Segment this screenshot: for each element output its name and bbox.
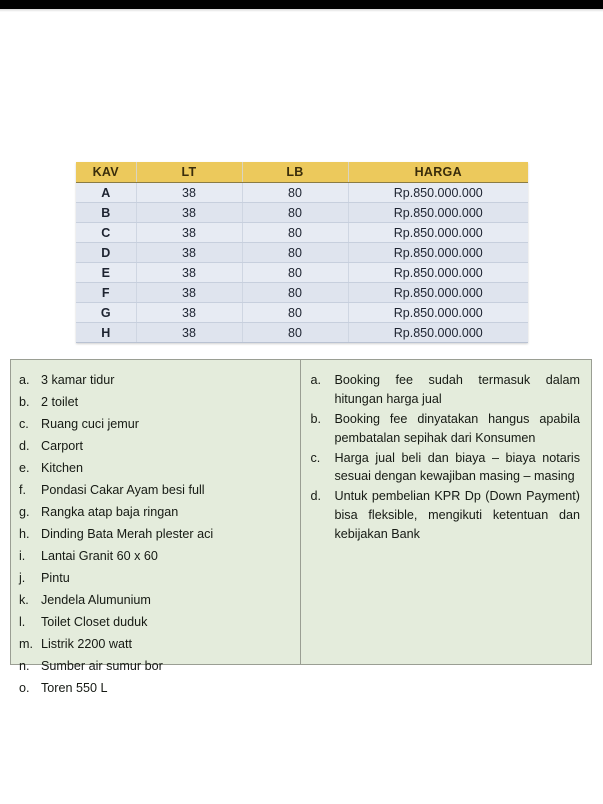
table-cell-lt: 38 — [136, 243, 242, 263]
table-cell-harga: Rp.850.000.000 — [348, 223, 528, 243]
table-cell-lt: 38 — [136, 283, 242, 303]
table-cell-lb: 80 — [242, 283, 348, 303]
table-cell-lb: 80 — [242, 223, 348, 243]
table-row — [76, 283, 528, 303]
spec-list-item — [311, 487, 581, 544]
spec-item-text: Harga jual beli dan biaya – biaya notaris sesuai dengan kewajiban masing – masing — [334, 450, 580, 484]
spec-item-marker: e. — [19, 461, 30, 476]
spec-item-text: Dinding Bata Merah plester aci — [41, 527, 214, 542]
spec-item-marker: b. — [19, 395, 30, 410]
spec-item-marker: k. — [19, 593, 29, 608]
table-cell-harga: Rp.850.000.000 — [348, 263, 528, 283]
spec-item-text: 2 toilet — [41, 395, 79, 410]
spec-item-marker: h. — [19, 527, 30, 542]
column-header-kav: KAV — [76, 162, 136, 183]
spec-item-text: Listrik 2200 watt — [41, 637, 132, 652]
spec-item-text: Kitchen — [41, 461, 84, 476]
spec-list-right — [301, 360, 592, 664]
spec-list-item — [19, 503, 292, 523]
spec-list-item — [19, 679, 292, 699]
top-bar-shadow — [0, 9, 603, 12]
spec-item-text: Jendela Alumunium — [41, 593, 151, 608]
spec-list-item — [19, 481, 292, 501]
price-table — [76, 162, 528, 343]
table-cell-lb: 80 — [242, 243, 348, 263]
column-header-harga: HARGA — [348, 162, 528, 183]
spec-item-text: Toren 550 L — [41, 681, 108, 696]
spec-list-item — [19, 459, 292, 479]
table-cell-lt: 38 — [136, 323, 242, 343]
spec-list-item — [19, 393, 292, 413]
spec-list-item — [19, 371, 292, 391]
spec-item-marker: a. — [19, 373, 30, 387]
spec-list-item — [19, 525, 292, 545]
spec-item-marker: c. — [310, 450, 321, 465]
table-cell-kav: A — [76, 183, 136, 203]
column-header-lb: LB — [242, 162, 348, 183]
table-row — [76, 223, 528, 243]
table-cell-harga: Rp.850.000.000 — [348, 183, 528, 203]
spec-item-text: Rangka atap baja ringan — [41, 505, 179, 520]
spec-item-marker: n. — [19, 659, 30, 674]
spec-item-text: Pintu — [41, 571, 70, 586]
table-cell-kav: E — [76, 263, 136, 283]
table-row — [76, 263, 528, 283]
spec-item-text: Untuk pembelian KPR Dp (Down Payment) bisa fleksible, mengikuti ketentuan dan kebijakan Bank — [334, 489, 580, 542]
table-cell-lt: 38 — [136, 263, 242, 283]
top-black-bar — [0, 0, 603, 9]
spec-item-text: Booking fee sudah termasuk dalam hitungan harga jual — [334, 373, 580, 406]
table-cell-kav: C — [76, 223, 136, 243]
table-cell-harga: Rp.850.000.000 — [348, 323, 528, 343]
spec-item-text: Booking fee dinyatakan hangus apabila pembatalan sepihak dari Konsumen — [334, 411, 580, 445]
table-cell-harga: Rp.850.000.000 — [348, 283, 528, 303]
spec-list-item — [19, 657, 292, 677]
spec-list-item — [311, 371, 581, 409]
spec-list-left — [11, 360, 301, 696]
spec-item-marker: b. — [310, 411, 322, 426]
spec-list-item — [19, 569, 292, 589]
spec-list-item — [19, 547, 292, 567]
specification-panel — [10, 359, 592, 696]
spec-item-marker: j. — [19, 571, 26, 586]
table-cell-harga: Rp.850.000.000 — [348, 243, 528, 263]
table-cell-kav: G — [76, 303, 136, 323]
spec-item-marker: m. — [19, 637, 33, 652]
spec-item-marker: o. — [19, 681, 30, 696]
table-cell-lb: 80 — [242, 263, 348, 283]
spec-item-marker: d. — [310, 489, 322, 504]
table-row — [76, 183, 528, 203]
spec-item-marker: c. — [19, 417, 29, 432]
column-header-lt: LT — [136, 162, 242, 183]
table-header-row — [76, 162, 528, 183]
spec-item-text: Toilet Closet duduk — [41, 615, 148, 630]
spec-list-item — [19, 635, 292, 655]
spec-item-text: Lantai Granit 60 x 60 — [41, 549, 158, 564]
table-cell-kav: H — [76, 323, 136, 343]
spec-list-item — [311, 410, 581, 448]
spec-item-marker: g. — [19, 505, 30, 520]
spec-item-marker: a. — [310, 373, 322, 387]
table-cell-lt: 38 — [136, 223, 242, 243]
table-cell-kav: F — [76, 283, 136, 303]
table-cell-harga: Rp.850.000.000 — [348, 203, 528, 223]
table-row — [76, 243, 528, 263]
spec-item-text: Carport — [41, 439, 83, 454]
table-cell-harga: Rp.850.000.000 — [348, 303, 528, 323]
table-cell-lt: 38 — [136, 183, 242, 203]
spec-item-text: Sumber air sumur bor — [41, 659, 163, 674]
spec-item-text: Ruang cuci jemur — [41, 417, 139, 432]
table-cell-kav: B — [76, 203, 136, 223]
spec-item-text: 3 kamar tidur — [41, 373, 115, 387]
spec-list-item — [19, 415, 292, 435]
spec-item-marker: i. — [19, 549, 26, 564]
table-row — [76, 323, 528, 343]
table-cell-lb: 80 — [242, 183, 348, 203]
spec-list-item — [311, 449, 581, 487]
table-cell-kav: D — [76, 243, 136, 263]
table-row — [76, 203, 528, 223]
table-cell-lb: 80 — [242, 323, 348, 343]
table-cell-lb: 80 — [242, 203, 348, 223]
spec-list-item — [19, 591, 292, 611]
spec-item-text: Pondasi Cakar Ayam besi full — [41, 483, 205, 498]
spec-item-marker: f. — [19, 483, 26, 498]
spec-list-item — [19, 613, 292, 633]
table-cell-lb: 80 — [242, 303, 348, 323]
spec-item-marker: d. — [19, 439, 30, 454]
spec-item-marker: l. — [19, 615, 26, 630]
table-cell-lt: 38 — [136, 203, 242, 223]
table-cell-lt: 38 — [136, 303, 242, 323]
table-row — [76, 303, 528, 323]
spec-list-item — [19, 437, 292, 457]
